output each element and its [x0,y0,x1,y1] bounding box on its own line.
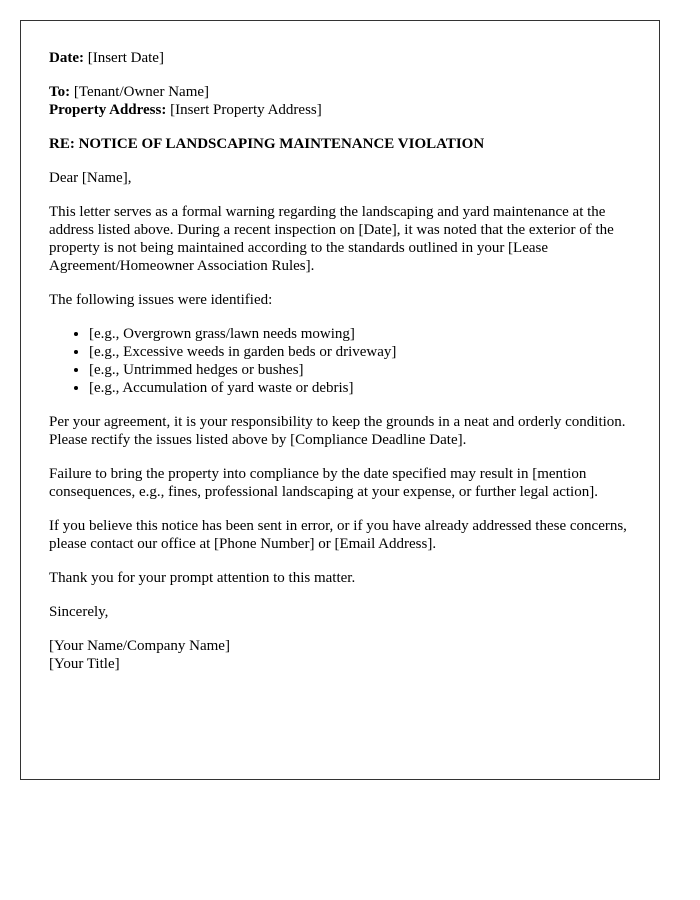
issues-intro: The following issues were identified: [49,292,273,308]
thanks-paragraph: Thank you for your prompt attention to this matter. [49,570,356,586]
property-address-label: Property Address: [49,102,167,118]
property-address-value: [Insert Property Address] [166,102,322,118]
issues-list [49,325,631,397]
list-item: • [e.g., Excessive weeds in garden beds or driveway] [89,343,631,361]
to-label: To: [49,84,71,100]
intro-paragraph: This letter serves as a formal warning regarding the landscaping and yard maintenance at the address listed above. During a recent inspection on [Date], it was noted that the exterior of the property is not being maintained according to the standards outlined in your [Lease Agreement/Homeowner Association Rules]. [49,204,614,274]
responsibility-paragraph: Per your agreement, it is your responsibility to keep the grounds in a neat and orderly condition. Please rectify the issues listed above by [Compliance Deadline Date]. [49,414,626,448]
closing: Sincerely, [49,604,109,620]
date-line [49,49,631,67]
salutation: Dear [Name], [49,170,132,186]
list-item: • [e.g., Accumulation of yard waste or debris] [89,379,631,397]
date-value: [Insert Date] [83,50,164,66]
to-line [49,83,631,101]
contact-paragraph: If you believe this notice has been sent in error, or if you have already addressed these concerns, please contact our office at [Phone Number] or [Email Address]. [49,518,627,552]
property-address-line [49,101,631,119]
date-label: Date: [49,50,84,66]
letter-document [20,20,660,780]
subject-heading: RE: NOTICE OF LANDSCAPING MAINTENANCE VIOLATION [49,136,485,152]
signature-name: [Your Name/Company Name] [49,638,230,654]
list-item: • [e.g., Overgrown grass/lawn needs mowing] [89,325,631,343]
consequences-paragraph: Failure to bring the property into compliance by the date specified may result in [mention consequences, e.g., fines, professional landscaping at your expense, or further legal action]. [49,466,598,500]
to-value: [Tenant/Owner Name] [70,84,210,100]
signature-title: [Your Title] [49,656,120,672]
list-item: • [e.g., Untrimmed hedges or bushes] [89,361,631,379]
signature-block [49,637,631,673]
recipient-block [49,83,631,119]
